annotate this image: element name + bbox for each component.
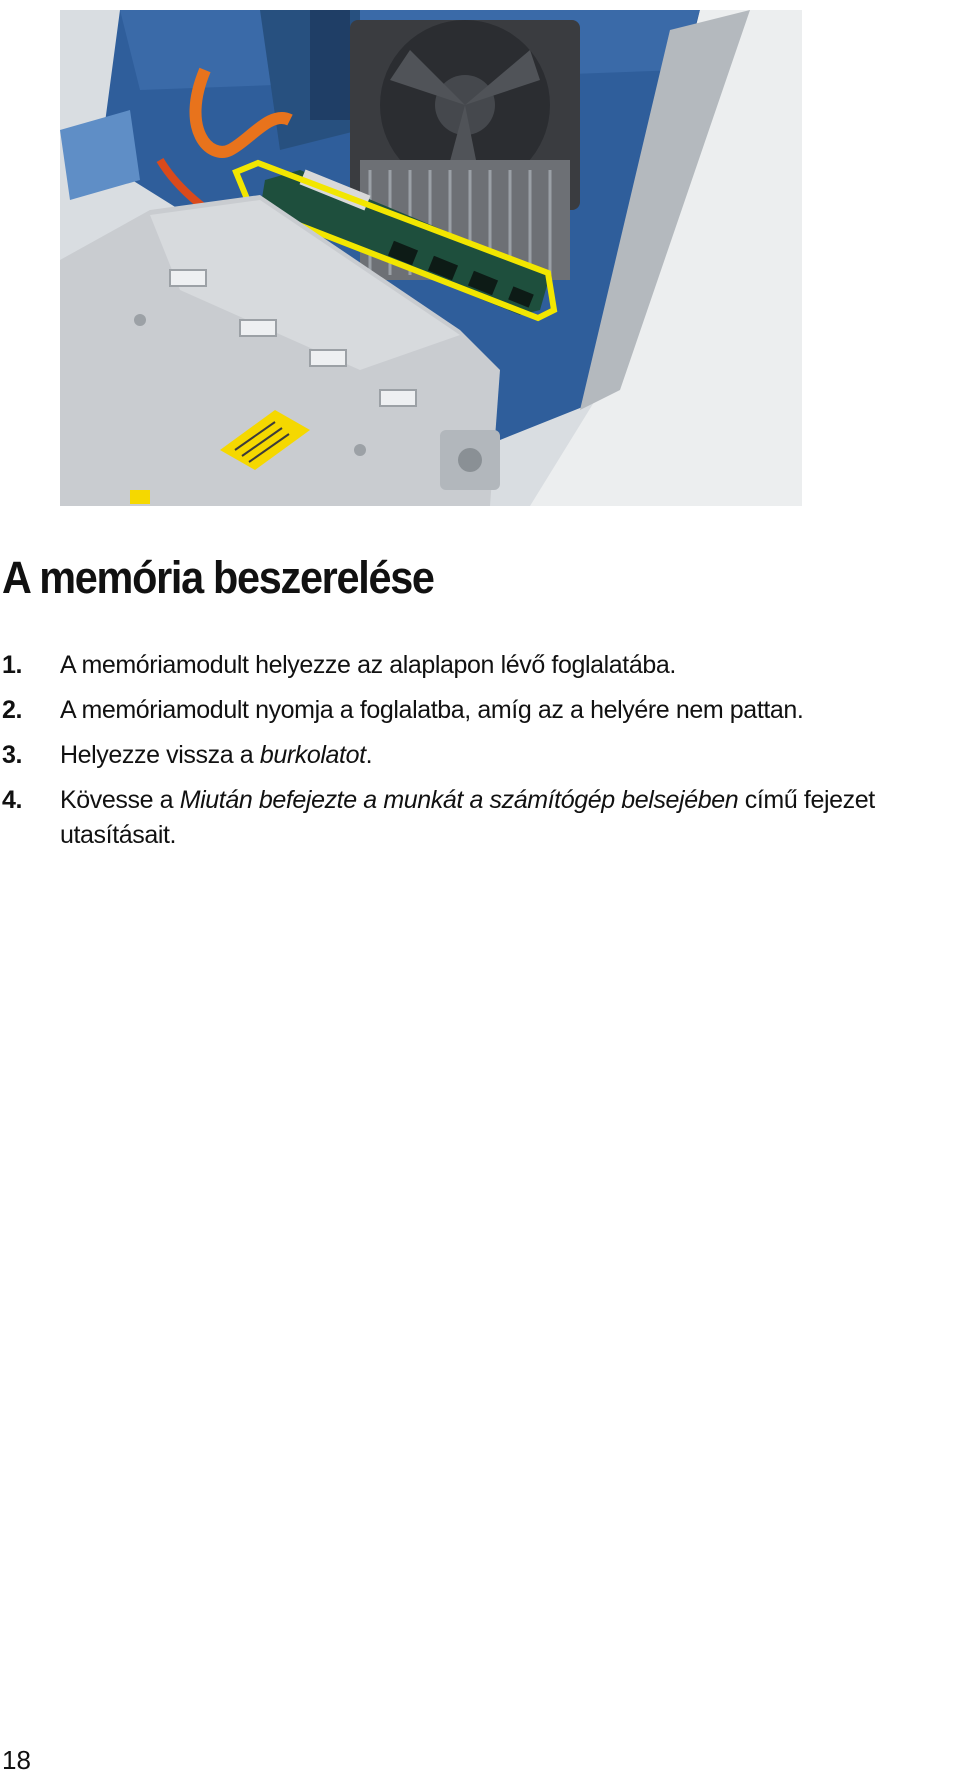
chapter-reference-link[interactable]: Miután befejezte a munkát a számítógép belsejében [179,786,739,814]
step-3 [0,738,960,773]
step-text: A memóriamodult nyomja a foglalatba, amíg az a helyére nem pattan. [60,696,804,724]
step-1 [0,648,960,683]
step-number: 4. [2,786,23,814]
step-number: 2. [2,696,23,724]
cover-reference-link[interactable]: burkolatot [259,741,366,769]
step-4 [0,783,960,853]
instruction-steps [0,648,960,863]
section-title: A memória beszerelése [2,552,434,603]
memory-installation-photo [60,10,802,506]
step-number: 1. [2,651,23,679]
page-number: 18 [2,1745,31,1775]
step-2 [0,693,960,728]
step-text-before: Helyezze vissza a [60,741,260,769]
step-text: A memóriamodult helyezze az alaplapon lévő foglalatába. [60,651,676,679]
step-text-before: Kövesse a [60,786,180,814]
step-text-after: . [365,741,373,769]
step-text-after: című fejezet utasításait. [60,786,875,849]
step-number: 3. [2,741,23,769]
